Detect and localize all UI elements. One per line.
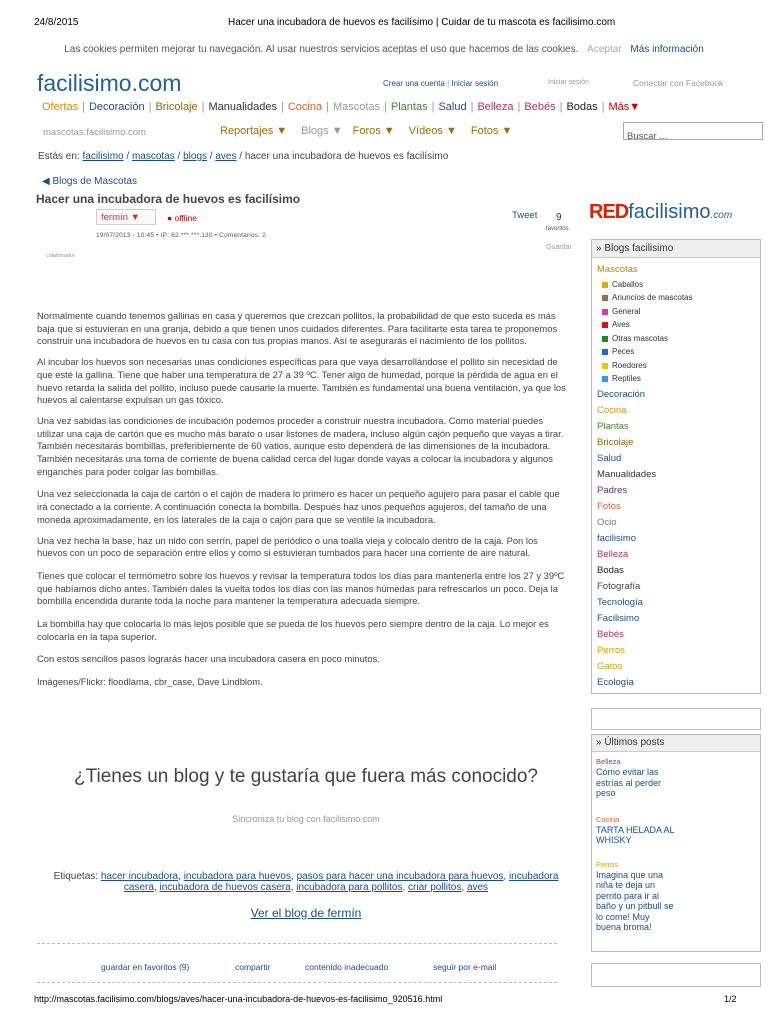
top-nav	[38, 101, 644, 113]
sidebar-category[interactable]: Decoración	[597, 388, 646, 400]
save-button[interactable]: Guardar	[546, 244, 572, 251]
sidebar-subitem[interactable]	[602, 372, 755, 386]
print-date: 24/8/2015	[34, 17, 79, 28]
subnav-item[interactable]: Fotos ▼	[470, 125, 513, 137]
tag-link[interactable]: aves	[466, 882, 489, 893]
tags-label: Etiquetas:	[53, 871, 99, 882]
nav-separator: |	[201, 101, 205, 113]
sidebar-subitem-label: Aves	[612, 320, 630, 329]
category-color-icon	[602, 376, 608, 382]
sidebar-category[interactable]: Fotografía	[597, 580, 641, 592]
sidebar-category[interactable]: Ecología	[597, 676, 634, 688]
article-paragraph: Con estos sencillos pasos lograrás hacer una incubadora casera en poco minutos.	[37, 653, 380, 665]
nav-separator: |	[384, 101, 387, 113]
post-meta: 19/07/2013 - 10:45 • IP: 62.***.***.130 • Comentarios: 2	[96, 232, 267, 239]
article-paragraph: Una vez sabidas las condiciones de incubación podemos proceder a construir nuestra incubadora. Como material puedes utilizar una caja de cartón que es mucho más barato o usar listones de madera, incluso algún cajón pequeño que vayas a tirar. También necesitarás bombillas, preferiblemente de 60 vatios, aunque esto dependerá de las dimensiones de la incubadora. También necesitarás una toma de corriente de buena calidad cerca del lugar donde vayas a colocar la incubadora y algunos enganches para poder colgar las bombillas.	[37, 414, 564, 477]
sidebar-subitem-label: Anuncios de mascotas	[612, 293, 693, 302]
tag-link[interactable]: incubadora para huevos	[183, 871, 291, 882]
category-color-icon	[602, 295, 608, 301]
nav-item[interactable]: Manualidades	[208, 101, 277, 113]
article-paragraph: Al incubar los huevos son necesarias unas condiciones específicas para que vaya desarrollándose el pollito sin necesidad de que esté la gallina. Tiene que haber una temperatura de 27 a 39 ºC. Tener algo de humedad, porque la pérdida de agua en el huevo retarda la salida del pollito, incluso puede causarle la muerte. También es fundamental una buena ventilación, ya que los huevos al calentarse expulsan un gas tóxico.	[37, 356, 566, 406]
sidebar-category[interactable]: Gatos	[597, 660, 623, 672]
sidebar-category[interactable]: facilisimo	[597, 532, 637, 544]
sidebar-category[interactable]: Belleza	[597, 548, 629, 560]
tag-link[interactable]: pasos para hacer una incubadora para huevos	[296, 871, 504, 882]
breadcrumb-item[interactable]: aves	[215, 151, 237, 162]
nav-separator: |	[326, 101, 329, 113]
blogs-box-title: » Blogs facilisimo	[592, 240, 760, 258]
status-badge: ● offline	[167, 213, 198, 223]
cookie-text: Las cookies permiten mejorar tu navegación. Al usar nuestros servicios aceptas el uso que hacemos de las cookies.	[64, 44, 579, 55]
latest-post-category: Perros	[596, 859, 619, 869]
tag-link[interactable]: incubadora para pollitos	[296, 882, 403, 893]
tag-link[interactable]: criar pollitos	[408, 882, 462, 893]
divider	[37, 982, 557, 983]
cookie-bar	[0, 44, 768, 55]
nav-separator: |	[82, 101, 85, 113]
post-title: Hacer una incubadora de huevos es facilísimo	[36, 192, 301, 206]
breadcrumb: Estás en: facilisimo / mascotas / blogs / aves / hacer una incubadora de huevos es facilísimo	[38, 151, 449, 162]
article-paragraph: Una vez hecha la base, haz un nido con serrín, papel de periódico o una toalla vieja y colocalo dentro de la caja. Pon los huevos con un poco de separación entre ellos y como si estuvieran tumbados para hacer una corriente de aire natural.	[37, 534, 538, 559]
nav-item[interactable]: Salud	[438, 101, 467, 113]
latest-post-item[interactable]	[596, 814, 756, 846]
nav-item[interactable]: Belleza	[477, 101, 514, 113]
latest-posts-box	[591, 734, 761, 952]
favorites-label: favoritos	[546, 226, 569, 232]
nav-separator: |	[559, 101, 563, 113]
sidebar-subitem-label: Otras mascotas	[612, 333, 669, 343]
sidebar-category[interactable]: Bricolaje	[597, 436, 634, 448]
see-blog-link[interactable]: Ver el blog de fermín	[250, 906, 362, 920]
latest-post-title: Imagina que una niña te deja un perrito para ir al baño y un pitbull se lo come! Muy buena broma!	[596, 869, 674, 932]
divider	[37, 943, 557, 944]
sidebar-category[interactable]: Bebés	[597, 628, 624, 640]
sidebar-category[interactable]: Plantas	[597, 420, 629, 432]
category-color-icon	[602, 336, 608, 342]
facebook-connect-button[interactable]: Conectar con Facebook	[633, 78, 724, 88]
latest-post-title: TARTA HELADA AL WHISKY	[596, 824, 675, 845]
latest-post-category: Belleza	[596, 757, 621, 766]
breadcrumb-item[interactable]: blogs	[183, 151, 207, 162]
tweet-button[interactable]: Tweet	[512, 210, 538, 221]
latest-post-title: Cómo evitar las estrías al perder peso	[596, 767, 662, 798]
article-paragraph: Normalmente cuando tenemos gallinas en casa y queremos que crezcan pollitos, la probabilidad de que esto suceda es más baja que si estuvieran en una granja, debido a que tienen unos cuidados diferentes. Para facilitarte esta tarea te proponemos construir una incubadora de huevos en tu casa con tus propias manos. Así te asegurarás el nacimiento de los pollitos.	[37, 310, 558, 347]
red-logo-part: RED	[589, 201, 629, 223]
email-follow-action[interactable]: seguir por e-mail	[433, 962, 497, 972]
create-account-link[interactable]: Crear una cuenta	[383, 79, 445, 88]
nav-item[interactable]: Más▼	[608, 101, 641, 113]
sidebar-subitem[interactable]	[602, 305, 755, 319]
blogs-box	[591, 239, 761, 694]
sidebar-category[interactable]: Manualidades	[597, 468, 657, 480]
sidebar-category[interactable]: Tecnología	[597, 596, 643, 608]
nav-item[interactable]: Bricolaje	[155, 101, 198, 113]
account-links: Crear una cuenta | Iniciar sesión	[383, 79, 499, 88]
nav-item[interactable]: Ofertas	[42, 101, 79, 113]
breadcrumb-current: hacer una incubadora de huevos es facilísimo	[244, 151, 449, 162]
promo-heading: ¿Tienes un blog y te gustaría que fuera más conocido?	[73, 766, 538, 787]
latest-post-category: Cocina	[596, 814, 620, 824]
sidebar-subitem[interactable]	[602, 332, 755, 346]
tag-link[interactable]: incubadora de huevos casera	[159, 882, 291, 893]
favorites-action[interactable]: guardar en favoritos (9)	[101, 962, 190, 972]
sidebar-category[interactable]: Facilisimo	[597, 612, 640, 624]
search-input[interactable]: Buscar ...	[627, 131, 668, 142]
author-dropdown[interactable]: fermín ▼	[96, 209, 156, 225]
report-action[interactable]: contenido inadecuado	[305, 962, 389, 972]
favorites-count: 9	[556, 212, 562, 223]
sidebar-category[interactable]: Perros	[597, 644, 625, 656]
sidebar-item-mascotas[interactable]: Mascotas	[597, 264, 638, 275]
sub-nav	[220, 125, 526, 137]
site-logo[interactable]: facilisimo.com	[37, 70, 182, 96]
print-title: Hacer una incubadora de huevos es facilísimo | Cuidar de tu mascota es facilisimo.com	[228, 17, 616, 28]
mascotas-subitems	[597, 278, 755, 386]
article-paragraph: Una vez seleccionada la caja de cartón o el cajón de madera lo primero es hacer un pequeño agujero para pasar el cable que irá conectado a la corriente. A continuación conecta la bombilla. Después haz unos pequeños agujeros, del tamaño de una moneda aproximadamente, en los laterales de la caja o cajón para que se ventile la incubadora.	[37, 488, 560, 525]
nav-separator: |	[601, 101, 605, 113]
latest-posts-title: » Últimos posts	[592, 735, 760, 752]
nav-item[interactable]: Bebés	[524, 101, 556, 113]
subnav-item[interactable]: Blogs ▼	[301, 125, 343, 137]
nav-separator: |	[470, 101, 474, 113]
print-url: http://mascotas.facilisimo.com/blogs/aves/hacer-una-incubadora-de-huevos-es-facilisimo_920516.html	[34, 994, 443, 1004]
nav-item[interactable]: Decoración	[88, 101, 145, 113]
red-facilisimo-logo	[589, 201, 732, 224]
nav-item[interactable]: Plantas	[390, 101, 428, 113]
sidebar-category[interactable]: Fotos	[597, 500, 621, 512]
sidebar-subitem-label: General	[612, 306, 641, 316]
sidebar-subitem-label: Peces	[612, 347, 635, 356]
sidebar-category[interactable]: Padres	[597, 484, 628, 496]
blog-categories	[597, 387, 755, 691]
category-color-icon	[602, 309, 608, 315]
tag-link[interactable]: incubadora casera	[123, 871, 559, 893]
article-paragraph: Imágenes/Flickr: floodlama, cbr_case, Dave Lindblom.	[37, 676, 263, 688]
breadcrumb-item[interactable]: facilisimo	[82, 151, 124, 162]
nav-separator: |	[280, 101, 284, 113]
article-body	[37, 310, 567, 697]
latest-post-item[interactable]	[596, 859, 756, 933]
nav-separator: |	[431, 101, 435, 113]
blogs-box-body	[592, 258, 760, 691]
blog-back-link[interactable]: ◀ Blogs de Mascotas	[42, 176, 137, 187]
sidebar-subitem[interactable]	[602, 291, 755, 305]
tag-link[interactable]: hacer incubadora	[100, 871, 179, 882]
sidebar-subitem-label: Reptiles	[612, 374, 641, 383]
breadcrumb-prefix: Estás en:	[38, 151, 80, 162]
red-logo-part: facilisimo	[628, 201, 711, 223]
red-logo-part: .com	[710, 210, 733, 221]
share-action[interactable]: compartir	[235, 962, 271, 972]
nav-item[interactable]: Mascotas	[332, 101, 381, 113]
latest-post-item[interactable]	[596, 756, 756, 799]
post-actions	[0, 962, 600, 976]
cookie-accept-button[interactable]: Aceptar	[587, 44, 622, 55]
sidebar-category[interactable]: Bodas	[597, 564, 624, 576]
category-color-icon	[602, 322, 608, 328]
nav-item[interactable]: Bodas	[566, 101, 598, 113]
sidebar-category[interactable]: Ocio	[597, 516, 617, 528]
breadcrumb-item[interactable]: mascotas	[131, 151, 175, 162]
category-color-icon	[602, 363, 608, 369]
nav-separator: |	[148, 101, 152, 113]
sidebar-category[interactable]: Salud	[597, 452, 622, 464]
sidebar-subitem-label: Caballos	[612, 279, 644, 289]
category-color-icon	[602, 282, 608, 288]
subnav-item[interactable]: Reportajes ▼	[220, 125, 288, 137]
latest-posts-list	[592, 752, 760, 933]
promo-sub[interactable]: Sincroniza tu blog con facilisimo.com	[232, 814, 380, 824]
empty-box	[591, 708, 761, 730]
cookie-more-link[interactable]: Más información	[630, 44, 704, 55]
article-paragraph: La bombilla hay que colocarla lo más lejos posible que se pueda de los huevos pero siempre dentro de la caja. Lo mejor es colocarla en la tapa superior.	[37, 618, 549, 642]
article-paragraph: Tienes que colocar el termómetro sobre los huevos y revisar la temperatura todos los días para mantenerla entre los 27 y 39ºC que habíamos dicho antes. También dales la vuelta todos los días con las manos húmedas para refrescarlos un poco. Deja la bombilla encendida durante toda la noche para mantener la temperatura adecuada siempre.	[37, 569, 565, 607]
sidebar-subitem-label: Roedores	[612, 360, 647, 370]
login-link[interactable]: Iniciar sesión	[451, 79, 499, 88]
sidebar-subitem[interactable]	[602, 345, 755, 359]
tags-list: Etiquetas: hacer incubadora, incubadora para huevos, pasos para hacer una incubadora para huevos, incubadora casera, incubadora de huevos casera, incubadora para pollitos, criar pollitos, aves	[53, 871, 559, 893]
subnav-item[interactable]: Vídeos ▼	[408, 125, 457, 137]
empty-box	[591, 963, 761, 987]
category-color-icon	[602, 349, 608, 355]
login-link-2[interactable]: Iniciar sesión	[548, 79, 589, 86]
subnav-item[interactable]: Foros ▼	[352, 125, 395, 137]
sidebar-subitem[interactable]	[602, 359, 755, 373]
author-role: colaborador	[46, 253, 76, 259]
search-box[interactable]	[623, 122, 763, 140]
print-page: 1/2	[724, 994, 737, 1004]
nav-item[interactable]: Cocina	[287, 101, 323, 113]
sidebar-category[interactable]: Cocina	[597, 404, 627, 416]
subsite-label: mascotas.facilisimo.com	[43, 127, 146, 138]
sidebar-subitem[interactable]	[602, 318, 755, 332]
nav-separator: |	[517, 101, 521, 113]
sidebar-subitem[interactable]	[602, 278, 755, 292]
